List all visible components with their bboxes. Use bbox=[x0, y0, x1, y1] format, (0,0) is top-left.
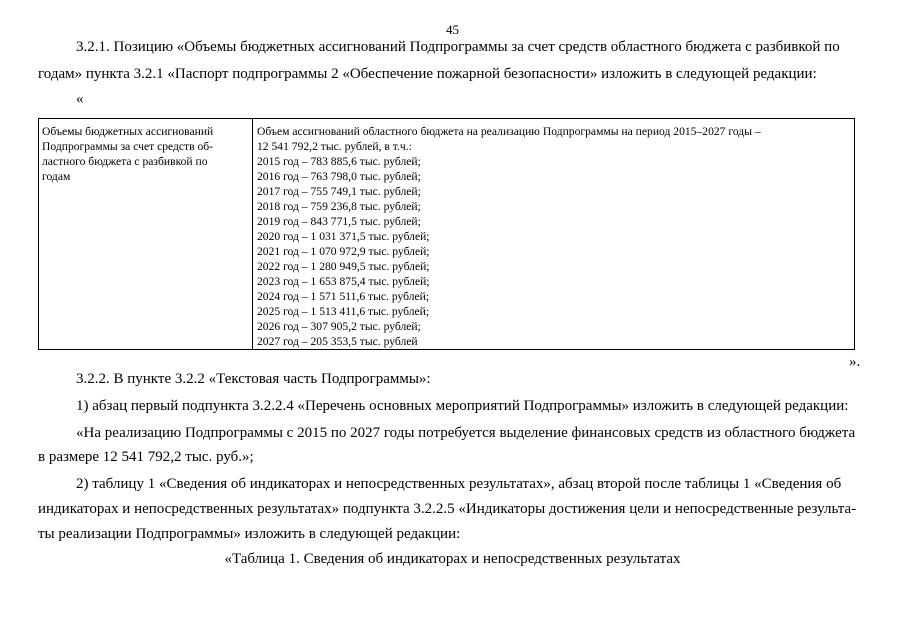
year-line: 2017 год – 755 749,1 тыс. рублей; bbox=[257, 185, 421, 198]
table-left-cell bbox=[42, 124, 248, 184]
left-cell-line: Объемы бюджетных ассигнований bbox=[42, 125, 214, 138]
year-line: 2020 год – 1 031 371,5 тыс. рублей; bbox=[257, 230, 430, 243]
year-line: 2019 год – 843 771,5 тыс. рублей; bbox=[257, 215, 421, 228]
item-2-line-1: 2) таблицу 1 «Сведения об индикаторах и непосредственных результатах», абзац второй после таблицы 1 «Сведения об bbox=[76, 476, 842, 492]
table-right-cell bbox=[257, 124, 849, 349]
right-cell-header: Объем ассигнований областного бюджета на реализацию Подпрограммы на период 2015–2027 годы – bbox=[257, 125, 761, 138]
open-quote: « bbox=[76, 91, 84, 107]
item-2-line-3: ты реализации Подпрограммы» изложить в следующей редакции: bbox=[38, 526, 461, 542]
quote-line-1: «На реализацию Подпрограммы с 2015 по 2027 годы потребуется выделение финансовых средств из областного бюджета bbox=[76, 425, 856, 441]
year-line: 2024 год – 1 571 511,6 тыс. рублей; bbox=[257, 290, 430, 303]
year-line: 2015 год – 783 885,6 тыс. рублей; bbox=[257, 155, 421, 168]
left-cell-line: Подпрограммы за счет средств об- bbox=[42, 140, 214, 153]
left-cell-line: годам bbox=[42, 170, 71, 183]
item-2-line-2: индикаторах и непосредственных результатах» подпункта 3.2.2.5 «Индикаторы достижения цели и непосредственные результа- bbox=[38, 501, 857, 517]
table-1-title: «Таблица 1. Сведения об индикаторах и непосредственных результатах bbox=[224, 551, 681, 567]
quote-line-2: в размере 12 541 792,2 тыс. руб.»; bbox=[38, 449, 254, 465]
left-cell-line: ластного бюджета с разбивкой по bbox=[42, 155, 208, 168]
year-line: 2018 год – 759 236,8 тыс. рублей; bbox=[257, 200, 421, 213]
year-line: 2022 год – 1 280 949,5 тыс. рублей; bbox=[257, 260, 430, 273]
year-line: 2025 год – 1 513 411,6 тыс. рублей; bbox=[257, 305, 430, 318]
year-line: 2026 год – 307 905,2 тыс. рублей; bbox=[257, 320, 421, 333]
table-column-divider bbox=[252, 119, 253, 349]
close-quote: ». bbox=[849, 354, 861, 370]
intro-line-1: 3.2.1. Позицию «Объемы бюджетных ассигнований Подпрограммы за счет средств областного бюджета с разбивкой по bbox=[76, 39, 840, 55]
year-line: 2016 год – 763 798,0 тыс. рублей; bbox=[257, 170, 421, 183]
item-1: 1) абзац первый подпункта 3.2.2.4 «Перечень основных мероприятий Подпрограммы» изложить в следующей редакции: bbox=[76, 398, 849, 414]
year-line: 2027 год – 205 353,5 тыс. рублей bbox=[257, 335, 418, 348]
year-line: 2023 год – 1 653 875,4 тыс. рублей; bbox=[257, 275, 430, 288]
right-cell-header: 12 541 792,2 тыс. рублей, в т.ч.: bbox=[257, 140, 412, 153]
budget-table bbox=[38, 118, 855, 350]
page-number: 45 bbox=[446, 22, 459, 37]
year-line: 2021 год – 1 070 972,9 тыс. рублей; bbox=[257, 245, 430, 258]
intro-line-2: годам» пункта 3.2.1 «Паспорт подпрограммы 2 «Обеспечение пожарной безопасности» изложить в следующей редакции: bbox=[38, 66, 817, 82]
paragraph-3-2-2: 3.2.2. В пункте 3.2.2 «Текстовая часть Подпрограммы»: bbox=[76, 371, 431, 387]
